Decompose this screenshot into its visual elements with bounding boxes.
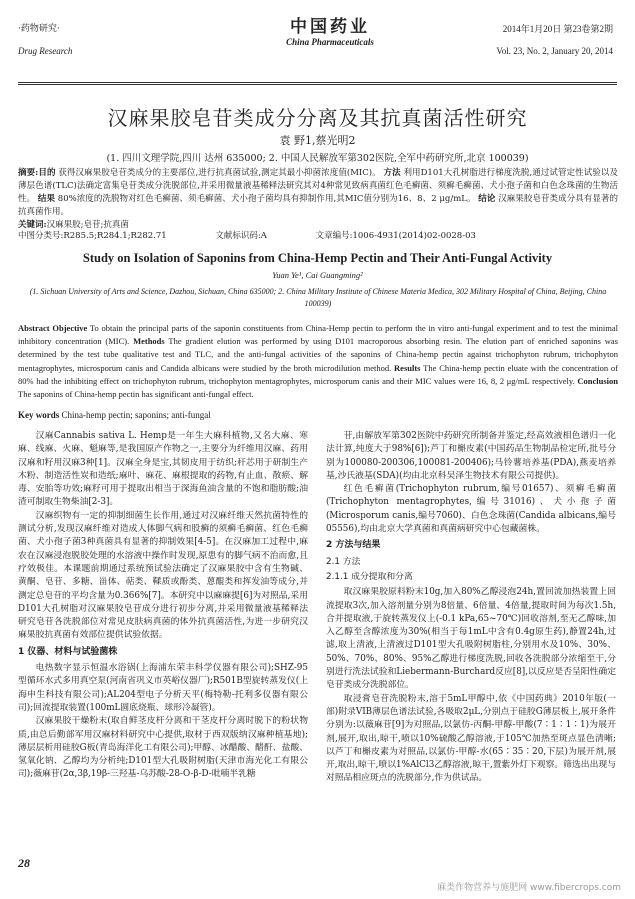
body-right-column: [326, 430, 616, 786]
section-heading: 1 仪器、材料与试验菌株: [18, 646, 118, 657]
keywords-en: China-hemp pectin; saponins; anti-fungal: [61, 410, 211, 420]
header-section: [18, 18, 72, 62]
authors-en: Yuan Ye¹, Cai Guangming²: [272, 270, 363, 280]
keywords-en-label: Key words: [18, 410, 60, 420]
subsection-heading: 2.1 方法: [326, 556, 361, 567]
results-en-label: Results: [394, 362, 421, 373]
objective-en-text: To obtain the principal parts of the saponin constituents from China-Hemp pectin to perform the in vitro anti-fungal experiment and to test the minimal inhibitory concentration (MIC).: [18, 323, 618, 347]
body-paragraph: 取浸膏皂苷洗脱粉末,溶于5mL甲醇中,依《中国药典》2010年版(一部)附录VIB薄层色谱法试验,各吸取2μL,分别点于硅胶G薄层板上,展开条件分别为:以薇麻苷[9]为对照品,以氯仿-丙酮-甲醇-甲酸(7∶1∶1∶1)为展开剂,展开,取出,晾干,喷以10%硫酸乙醇溶液,于105℃加热至斑点显色清晰;以芦丁和槲皮素为对照品,以氯仿-甲醇-水(65∶35∶20,下层)为展开剂,展开,取出,晾干,喷以1%AlCl3乙醇溶液,晾干,置紫外灯下观察。筛选出出现与对照品相应斑点的洗脱部分,作为供试品。: [326, 693, 616, 784]
body-left-column: [18, 430, 308, 782]
body-paragraph: 电热数字显示恒温水浴锅(上海浦东荣丰科学仪器有限公司);SHZ-95型循环水式多用真空泵(河南省巩义市英峪仪器厂);R501B型旋转蒸发仪(上海申生科技有限公司);AL204型电子分析天平(梅特勒-托利多仪器有限公司);回流提取装置(100mL圆底烧瓶、球形冷凝管)。: [18, 663, 308, 713]
keywords-en-block: [18, 410, 618, 420]
body-paragraph: 苷,由解放军第302医院中药研究所制备并鉴定,经高效液相色谱归一化法计算,纯度大于98%[6]);芦丁和槲皮素(中国药品生物制品检定所,批号分别为100080-200306,100081-200406);马铃薯培养基(PDA),燕麦培养基,沙氏液基(SDA)(均由北京科吴泽生物技术有限公司提供)。: [326, 431, 616, 481]
header-rule: [18, 82, 617, 83]
abstract-en-label: Abstract: [18, 323, 50, 333]
results-label: 结果: [37, 194, 56, 204]
methods-label: 方法: [383, 168, 401, 178]
abstract-cn: [18, 167, 618, 232]
watermark: 麻类作物营养与施肥网 www.fibercrops.com: [437, 883, 621, 893]
affiliation-cn: (1. 四川文理学院,四川 达州 635000; 2. 中国人民解放军第302医院,全军中药研究所,北京 100039): [106, 153, 529, 164]
body-paragraph: 汉麻果胶干燥粉末(取自鲜茎皮杆分离和干茎皮杆分离时脱下的粉状物质,由总后勤部军用汉麻材料研究中心提供,取材于西双版纳汉麻种植基地);薄层层析用硅胶G板(青岛海洋化工有限公司);甲醇、冰醋酸、醋酐、盐酸、氢氧化钠、乙醇均为分析纯;D101型大孔吸附树脂(天津市海光化工有限公司);薇麻苷(2α,3β,19β-三羟基-乌苏酸-28-O-β-D-吡喃半乳糖: [18, 716, 308, 780]
conclusion-en-text: The saponins of China-hemp pectin has significant anti-fungal effect.: [18, 389, 254, 400]
results-text: 80%浓度的洗脱物对红色毛癣菌、须毛癣菌、犬小孢子菌均具有抑制作用,其MIC值分别为16、8、2 μg/mL。: [57, 194, 476, 204]
methods-en-text: The gradient elution was performed by using D101 macroporous absorbing resin. The elution part of enriched saponins was determined by the test tube qualitative test and TLC, and the anti-fungal activities of the saponins of China-hemp pectin against trichophyton rubrum, trichophyton mentagrophytes, microsporum canis and Candida albicans were studied by the broth microdilution method.: [18, 336, 618, 373]
issue-info: [496, 18, 613, 62]
methods-en-label: Methods: [133, 336, 165, 347]
keywords-cn-label: 关键词:: [18, 220, 47, 230]
journal-name-en: China Pharmaceuticals: [286, 37, 374, 47]
body-paragraph: 取汉麻果胶原料粉末10g,加入80%乙醇浸泡24h,置回流加热装置上回流提取3次,加入溶剂量分别为8倍量、6倍量、4倍量,提取时间为每次1.5h,合并提取液,于旋转蒸发仪上(-0.1 kPa,65~70℃)回收溶剂,至无乙醇味,加入乙醇至含醇浓度为30%(相当于每1mL中含有0.4g原生药),静置24h,过滤,取上清液,上清液过D101型大孔吸附树脂柱,分别用水及10%、30%、50%、70%、80%、95%乙醇进行梯度洗脱,回收各洗脱部分浓缩至干,分别进行洗法试验和Liebermann-Burchard反应[8],以反应是否呈阳性确定皂苷类成分洗脱部位。: [326, 587, 616, 691]
title-en: Study on Isolation of Saponins from China-Hemp Pectin and Their Anti-Fungal Activity: [82, 251, 553, 265]
section-en: Drug Research: [18, 46, 73, 56]
keywords-cn: 汉麻果胶;皂苷;抗真菌: [46, 220, 129, 230]
objective-en-label: Objective: [52, 323, 88, 333]
methods-text: 利用D101大孔树脂进行梯度洗脱,通过试管定性试验以及薄层色谱(TLC)法确定富集皂苷类成分洗脱部位,并采用微量液基稀释法研究其对4种常见致病真菌红色毛癣菌、须癣毛癣菌、犬小孢子菌和白色念珠菌的生物活性。: [18, 168, 618, 204]
body-paragraph: 汉麻Cannabis sativa L. Hemp是一年生大麻科植物,又名大麻、寒麻、线麻、火麻、魁麻等,是我国原产作物之一,主要分为纤维用汉麻、药用汉麻和籽用汉麻3种[1]。汉麻全身是宝,其韧皮用于纺织;秆芯用于研制生产木粉、制造活性炭和造纸;麻叶、麻花、麻根提取的药物,有止血、散瘀、解毒、安胎等功效;麻籽可用于提取出相当于深海鱼油含量的不饱和脂肪酸;油渣可制取生物柴油[2-3]。: [18, 431, 308, 508]
title-cn: 汉麻果胶皂苷类成分分离及其抗真菌活性研究: [107, 106, 528, 130]
objective-text: 获得汉麻果胶皂苷类成分的主要部位,进行抗真菌试验,测定其最小抑菌浓度值(MIC)。: [58, 168, 381, 178]
conclusion-text: 汉麻果胶皂苷类成分具有显著的抗真菌作用。: [18, 194, 618, 217]
doc-code: 文献标识码:A: [215, 231, 267, 241]
objective-label: 目的: [38, 168, 56, 178]
authors-cn: 袁 野1,蔡光明2: [279, 134, 356, 147]
conclusion-en-label: Conclusion: [577, 375, 619, 386]
journal-masthead: [240, 12, 420, 47]
section-heading: 2 方法与结果: [326, 540, 381, 551]
subsubsection-heading: 2.1.1 成分提取和分离: [326, 571, 413, 582]
body-paragraph: 红色毛癣菌(Trichophyton rubrum,编号01657)、须癣毛癣菌(Trichophyton mentagrophytes,编号31016)、犬小孢子菌(Microsporum canis,编号7060)、白色念珠菌(Candida albicans,编号05556),均由北京大学真菌和真菌病研究中心包藏菌株。: [326, 484, 616, 535]
section-cn: ·药物研究·: [18, 24, 60, 34]
issue-cn: 2014年1月20日 第23卷第2期: [502, 24, 613, 34]
results-en-text: The China-hemp pectin eluate with the concentration of 80% had the inhibiting effect on trichophyton rubrum, trichophyton mentagrophytes, microsporum canis and their MIC values were 16, 8, 2 μg/mL respectively.: [18, 362, 618, 386]
issue-en: Vol. 23, No. 2, January 20, 2014: [496, 46, 613, 56]
body-paragraph: 汉麻织物有一定的抑制细菌生长作用,通过对汉麻纤维天然抗菌特性的测试分析,发现汉麻纤维对造成人体脚气病和股癣的须癣毛癣菌、红色毛癣菌、犬小孢子菌3种真菌具有显著的抑制效果[4-5]。在汉麻加工过程中,麻农在汉麻浸泡脱胶处理的水溶液中操作时发现,原患有的脚气病不治而愈,且疗效极佳。本课题前期通过系统预试验法确定了汉麻果胶中含有生物碱、黄酮、皂苷、多糖、甾体、萜类、鞣质或酚类、蒽醌类和挥发油等成分,并测定总皂苷的平均含量为0.366%[7]。本研究中以麻麻提[6]为对照品,采用D101大孔树脂对汉麻果胶皂苷成分进行初步分离,并采用微量液基稀释法研究皂苷各洗脱部位对常见皮肤病真菌的体外抗真菌活性,为进一步研究汉麻果胶抗真菌有效部位提供试验依据。: [18, 510, 308, 641]
article-number: 文章编号:1006-4931(2014)02-0028-03: [315, 231, 476, 241]
header-rule-thin: [18, 84, 617, 85]
affiliation-en: (1. Sichuan University of Arts and Science, Dazhou, Sichuan, China 635000; 2. China Military Institute of Chinese Materia Medica, 302 Military Hospital of China, Beijing, China 100039): [29, 287, 607, 308]
classification: [18, 229, 618, 241]
page-number: 28: [18, 856, 30, 870]
abstract-en: [18, 322, 618, 401]
clc-number: 中图分类号:R285.5;R284.1;R282.71: [18, 231, 167, 241]
journal-logo-cn: 中国药业: [290, 17, 370, 37]
conclusion-label: 结论: [478, 194, 496, 204]
abstract-label: 摘要:: [18, 168, 39, 178]
